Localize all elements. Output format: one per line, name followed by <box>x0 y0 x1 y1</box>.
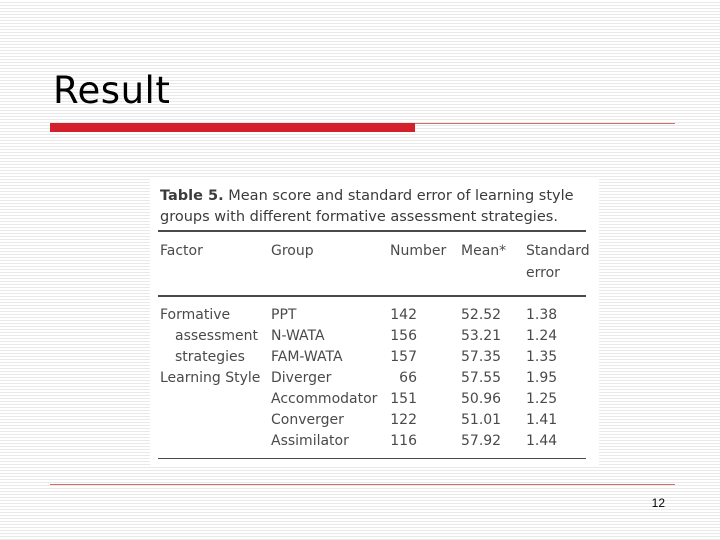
row-number: 151 <box>390 391 417 407</box>
factor-label: assessment <box>175 328 258 344</box>
row-number: 156 <box>390 328 417 344</box>
table-header-rule <box>158 295 586 297</box>
factor-label: Formative <box>160 307 231 323</box>
header-group: Group <box>271 243 314 259</box>
row-group: N-WATA <box>271 328 325 344</box>
header-number: Number <box>390 243 447 259</box>
footer-divider-line <box>50 484 675 485</box>
header-mean: Mean* <box>461 243 507 259</box>
title-divider-line <box>415 123 675 124</box>
header-standard: Standard <box>526 243 590 259</box>
header-error: error <box>526 265 560 281</box>
row-group: Accommodator <box>271 391 378 407</box>
row-mean: 51.01 <box>461 412 502 428</box>
table-caption-label: Table 5. <box>160 188 224 204</box>
row-group: FAM-WATA <box>271 349 343 365</box>
row-number: 142 <box>390 307 417 323</box>
row-standard-error: 1.44 <box>526 433 558 449</box>
row-mean: 57.35 <box>461 349 502 365</box>
row-group: Assimilator <box>271 433 349 449</box>
row-group: PPT <box>271 307 297 323</box>
row-standard-error: 1.38 <box>526 307 558 323</box>
row-mean: 53.21 <box>461 328 502 344</box>
title-accent-bar <box>50 123 415 132</box>
results-table-image <box>150 178 599 465</box>
row-mean: 57.92 <box>461 433 502 449</box>
row-group: Converger <box>271 412 344 428</box>
table-bottom-rule <box>158 458 586 459</box>
row-number: 66 <box>399 370 417 386</box>
row-mean: 50.96 <box>461 391 502 407</box>
table-top-rule <box>158 230 586 232</box>
row-standard-error: 1.95 <box>526 370 558 386</box>
table-caption <box>160 186 592 228</box>
factor-label: strategies <box>175 349 245 365</box>
slide-title: Result <box>53 69 171 112</box>
factor-label: Learning Style <box>160 370 261 386</box>
row-number: 157 <box>390 349 417 365</box>
row-standard-error: 1.25 <box>526 391 558 407</box>
row-standard-error: 1.24 <box>526 328 558 344</box>
row-group: Diverger <box>271 370 332 386</box>
row-number: 116 <box>390 433 417 449</box>
row-standard-error: 1.41 <box>526 412 558 428</box>
row-mean: 52.52 <box>461 307 502 323</box>
row-mean: 57.55 <box>461 370 502 386</box>
row-number: 122 <box>390 412 417 428</box>
page-number: 12 <box>651 496 665 510</box>
row-standard-error: 1.35 <box>526 349 558 365</box>
table-caption-text: Mean score and standard error of learning style groups with different formative assessment strategies. <box>160 188 574 225</box>
header-factor: Factor <box>160 243 203 259</box>
